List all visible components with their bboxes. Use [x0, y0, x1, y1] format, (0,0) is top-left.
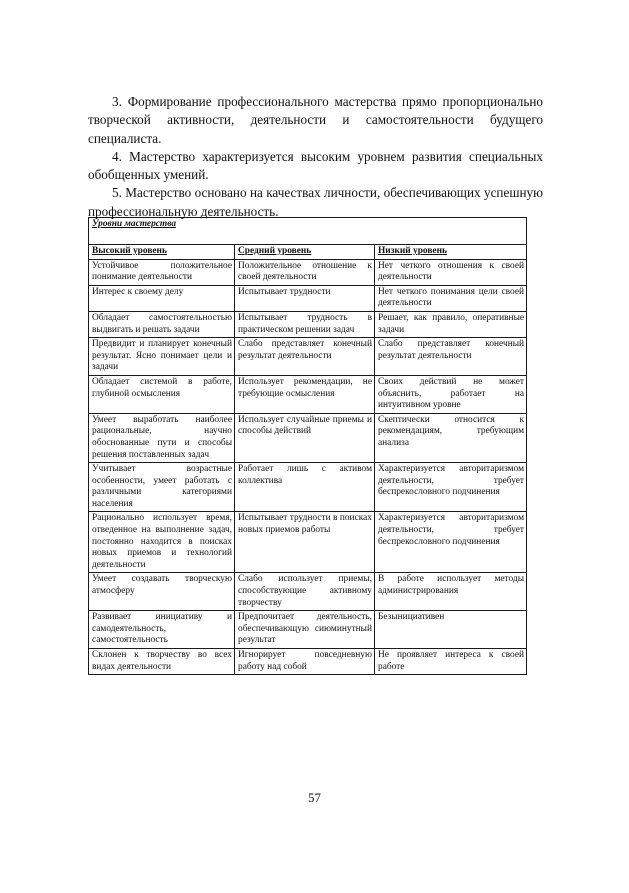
caption-row	[89, 218, 527, 245]
table-cell: Работает лишь с активом коллектива	[235, 463, 375, 512]
table-cell: Умеет выработать наиболее рациональные, научно обоснованные пути и способы решения поставленных задач	[89, 413, 235, 462]
table-cell: Характеризуется авторитаризмом деятельности, требует беспрекословного подчинения	[375, 512, 527, 573]
table-cell: Характеризуется авторитаризмом деятельности, требует беспрекословного подчинения	[375, 463, 527, 512]
table-row	[89, 259, 527, 285]
mastery-levels-table	[88, 217, 527, 675]
mastery-levels-table-container	[88, 217, 526, 675]
table-cell: Нет четкого отношения к своей деятельности	[375, 259, 527, 285]
table-cell: Интерес к своему делу	[89, 285, 235, 311]
table-cell: Слабо представляет конечный результат деятельности	[235, 338, 375, 376]
header-low-level: Низкий уровень	[375, 245, 527, 260]
table-cell: В работе использует методы администрирования	[375, 573, 527, 611]
intro-text	[88, 93, 543, 221]
table-cell: Нет четкого понимания цели своей деятельности	[375, 285, 527, 311]
table-cell: Слабо представляет конечный результат деятельности	[375, 338, 527, 376]
table-cell: Использует случайные приемы и способы действий	[235, 413, 375, 462]
table-cell: Испытывает трудности в поисках новых приемов работы	[235, 512, 375, 573]
table-row	[89, 311, 527, 337]
table-row	[89, 611, 527, 649]
table-cell: Безынициативен	[375, 611, 527, 649]
table-row	[89, 649, 527, 675]
table-row	[89, 375, 527, 413]
paragraph-5: 5. Мастерство основано на качествах личности, обеспечивающих успешную профессиональную деятельность.	[88, 185, 543, 219]
table-caption: Уровни мастерства	[89, 218, 527, 245]
table-cell: Испытывает трудности	[235, 285, 375, 311]
table-cell: Испытывает трудность в практическом решении задач	[235, 311, 375, 337]
table-cell: Умеет создавать творческую атмосферу	[89, 573, 235, 611]
table-cell: Склонен к творчеству во всех видах деятельности	[89, 649, 235, 675]
page-number: 57	[308, 790, 321, 805]
paragraph-4: 4. Мастерство характеризуется высоким уровнем развития специальных обобщенных умений.	[88, 148, 543, 183]
table-row	[89, 413, 527, 462]
header-row	[89, 245, 527, 260]
table-cell: Устойчивое положительное понимание деятельности	[89, 259, 235, 285]
table-row	[89, 463, 527, 512]
table-cell: Предпочитает деятельность, обеспечивающую сиюминутный результат	[235, 611, 375, 649]
table-cell: Решает, как правило, оперативные задачи	[375, 311, 527, 337]
table-cell: Обладает самостоятельностью выдвигать и решать задачи	[89, 311, 235, 337]
table-cell: Положительное отношение к своей деятельности	[235, 259, 375, 285]
table-row	[89, 573, 527, 611]
header-high-level: Высокий уровень	[89, 245, 235, 260]
paragraph-3: 3. Формирование профессионального мастерства прямо пропорционально творческой активности, деятельности и самостоятельности будущего специалиста.	[88, 94, 543, 146]
table-cell: Не проявляет интереса к своей работе	[375, 649, 527, 675]
table-row	[89, 338, 527, 376]
table-cell: Слабо использует приемы, способствующие активному творчеству	[235, 573, 375, 611]
table-row	[89, 285, 527, 311]
table-cell: Использует рекомендации, не требующие осмысления	[235, 375, 375, 413]
table-cell: Игнорирует повседневную работу над собой	[235, 649, 375, 675]
table-cell: Предвидит и планирует конечный результат. Ясно понимает цели и задачи	[89, 338, 235, 376]
table-cell: Обладает системой в работе, глубиной осмысления	[89, 375, 235, 413]
table-cell: Своих действий не может объяснить, работает на интуитивном уровне	[375, 375, 527, 413]
table-cell: Учитывает возрастные особенности, умеет работать с различными категориями населения	[89, 463, 235, 512]
header-medium-level: Средний уровень	[235, 245, 375, 260]
table-row	[89, 512, 527, 573]
table-cell: Скептически относится к рекомендациям, требующим анализа	[375, 413, 527, 462]
table-cell: Развивает инициативу и самодеятельность, самостоятельность	[89, 611, 235, 649]
table-cell: Рационально использует время, отведенное на выполнение задач, постоянно находится в поисках новых приемов и технологий деятельности	[89, 512, 235, 573]
